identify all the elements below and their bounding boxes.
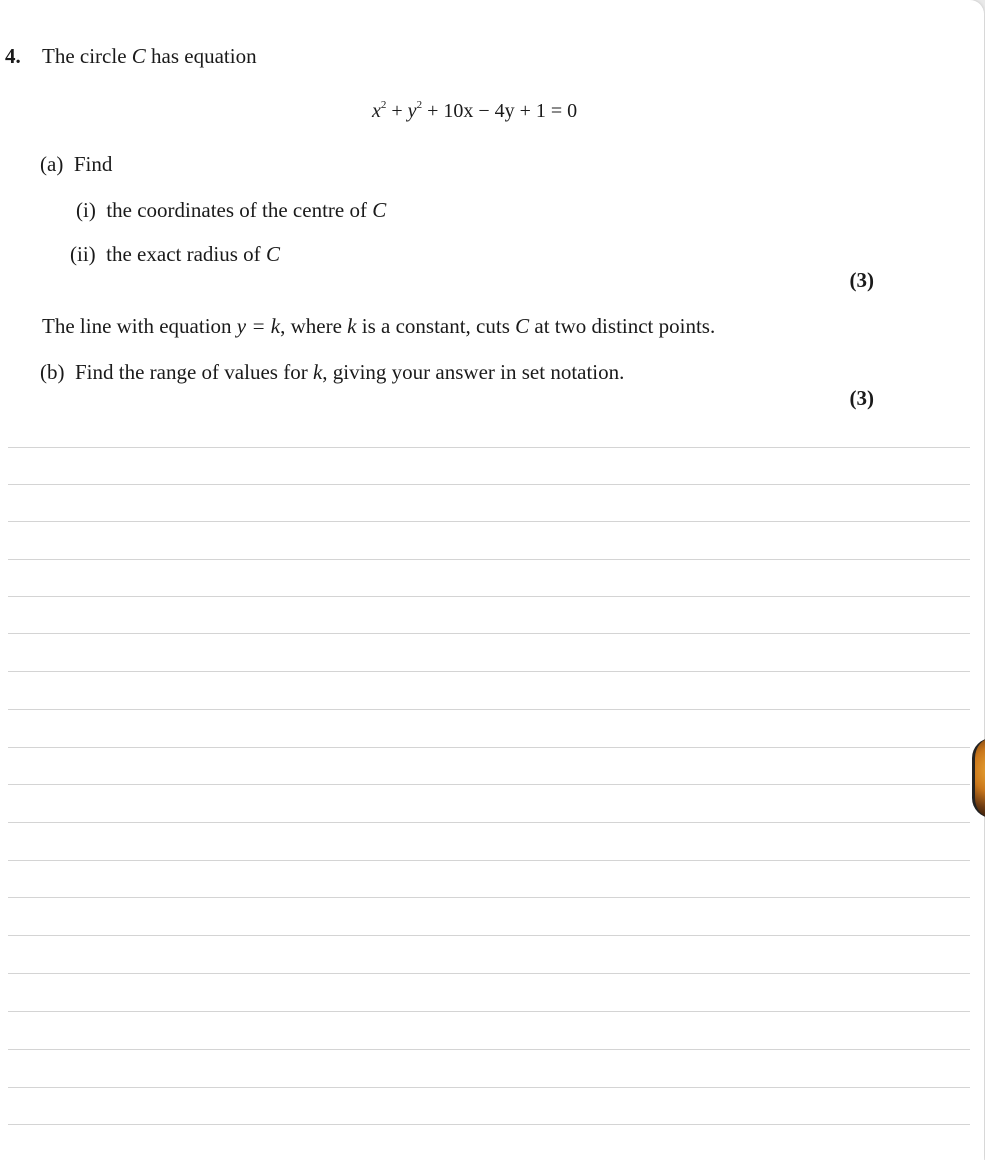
answer-line[interactable] [8, 633, 970, 634]
answer-line[interactable] [8, 973, 970, 974]
answer-line[interactable] [8, 1087, 970, 1088]
answer-line[interactable] [8, 1011, 970, 1012]
answer-line[interactable] [8, 747, 970, 748]
question-stem: The circle C has equation [42, 44, 257, 68]
answer-line[interactable] [8, 935, 970, 936]
part-b-question: (b) Find the range of values for k, giving your answer in set notation. [40, 360, 625, 384]
part-b-marks: (3) [849, 386, 874, 410]
answer-line[interactable] [8, 596, 970, 597]
answer-line[interactable] [8, 521, 970, 522]
answer-line[interactable] [8, 447, 970, 448]
answer-line[interactable] [8, 822, 970, 823]
question-number: 4. [5, 44, 21, 68]
answer-line[interactable] [8, 1124, 970, 1125]
part-a-heading: (a) Find [40, 152, 113, 176]
answer-line[interactable] [8, 709, 970, 710]
answer-line[interactable] [8, 860, 970, 861]
line-statement: The line with equation y = k, where k is a constant, cuts C at two distinct points. [42, 314, 716, 338]
answer-line[interactable] [8, 897, 970, 898]
answer-line[interactable] [8, 784, 970, 785]
part-a-marks: (3) [849, 268, 874, 292]
part-a-i: (i) the coordinates of the centre of C [76, 198, 387, 222]
answer-line[interactable] [8, 1049, 970, 1050]
answer-line[interactable] [8, 484, 970, 485]
answer-line[interactable] [8, 559, 970, 560]
floating-avatar-thumbnail[interactable] [972, 738, 985, 818]
answer-line[interactable] [8, 671, 970, 672]
circle-equation: $x^2 + y^2 + 10x - 4y + 1 = 0$ [372, 99, 578, 122]
part-a-ii: (ii) the exact radius of C [70, 242, 280, 266]
